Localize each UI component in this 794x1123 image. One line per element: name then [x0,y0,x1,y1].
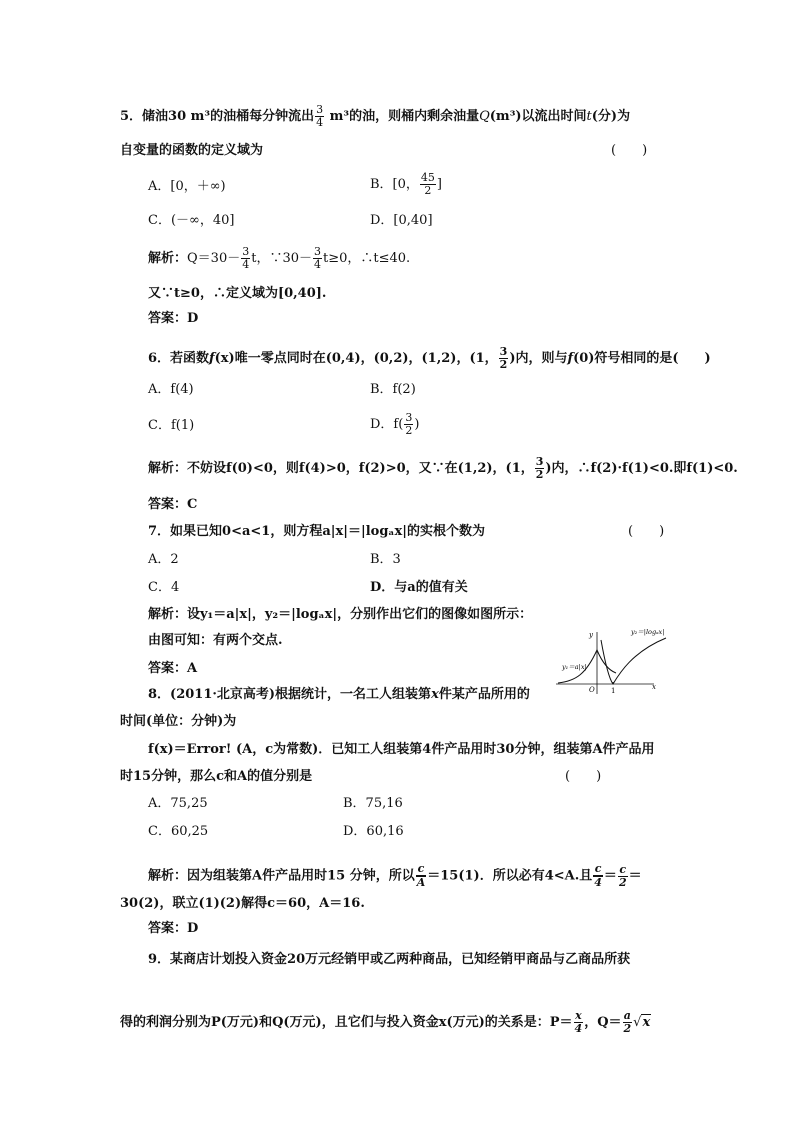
q5-solution-b: t，∵30－ [251,251,312,266]
q5-option-d: D．[0,40] [370,213,433,228]
q7-option-a: A．2 [148,552,179,567]
q9-stem-line2-b: ，Q＝ [584,1015,622,1030]
q6-stem-a: 6．若函数 [148,351,210,366]
q6-option-d-num: 3 [405,411,413,424]
q6-solution-fraction [535,456,545,481]
q9-frac2-den: 2 [623,1022,632,1035]
q5-stem-line1 [120,104,630,129]
q8-stem-x: x [431,687,439,702]
q5-option-b-den: 2 [424,184,432,197]
q8-solution-line2: 30(2)，联立(1)(2)解得c＝60，A＝16. [120,896,365,911]
q9-stem-line2-a: 得的利润分别为P(万元)和Q(万元)，且它们与投入资金x(万元)的关系是：P＝ [120,1015,573,1030]
q8-solution-frac3-num: c [619,862,627,876]
q8-solution-frac1 [416,863,427,889]
q8-option-a: A．75,25 [148,796,208,811]
q6-solution-num: 3 [535,455,544,468]
q5-option-b-post: ] [436,177,442,192]
q8-answer-paren: ( ) [565,769,602,784]
q8-solution-frac3 [618,864,628,889]
graph-label-origin: O [589,686,595,694]
q5-var-t: t [586,109,592,124]
q5-stem-text-b: m³的油，则桶内剩余油量 [325,109,480,124]
graph-label-y1: y₁＝a|x| [562,663,587,671]
q5-solution-frac1-num: 3 [242,245,250,258]
q8-solution-d: ＝ [628,868,642,884]
q8-stem-line3: f(x)＝Error! (A，c为常数)．已知工人组装第4件产品用时30分钟，组装第A件产品用 [148,742,655,757]
q9-stem-line2: 得的利润分别为P(万元)和Q(万元)，且它们与投入资金x(万元)的关系是：P＝ $\frac{x}{4}$ ，Q＝ $\frac{a}{2}$ √x [120,1009,651,1035]
q6-option-d-fraction [404,412,413,437]
q6-option-d-post: ) [414,417,420,432]
q6-stem-fraction [499,346,509,371]
q5-stem-text-d: (分)为 [591,109,631,124]
q5-answer: 答案：D [148,311,199,326]
q8-solution-frac2-num: c [594,862,602,875]
q9-frac2 [623,1010,633,1035]
q5-frac-den: 4 [316,116,324,129]
q8-stem-line1 [148,687,530,703]
graph-label-one: 1 [611,687,616,694]
q6-stem-c: (x)唯一零点同时在(0,4)，(0,2)，(1,2)，(1， [214,351,498,366]
q8-stem-b: 件某产品所用的 [438,687,530,702]
q7-option-d: D．与a的值有关 [370,580,468,595]
q6-answer: 答案：C [148,497,198,512]
q8-stem-a: 8．(2011·北京高考)根据统计，一名工人组装第 [148,687,432,702]
q6-option-b: B．f(2) [370,382,416,397]
q5-option-b-num: 45 [420,171,435,184]
q9-frac1-den: 4 [574,1022,583,1035]
q8-solution-c: ＝ [603,868,617,884]
q5-solution-a: Q＝30－ [187,251,241,266]
q5-option-a: A．[0，＋∞) [148,179,226,194]
q8-answer: 答案：D [148,921,199,936]
q5-stem-line2-text: 自变量的函数的定义域为 [120,143,264,158]
q5-stem-line2 [120,143,263,159]
q6-stem-frac-den: 2 [499,358,508,371]
q5-fraction [315,104,324,129]
q8-stem-line4: 时15分钟，那么c和A的值分别是 [120,769,313,784]
q8-solution-frac1-num: c [417,862,425,875]
q8-solution-frac2-den: 4 [594,876,602,889]
q7-stem: 7．如果已知0<a<1，则方程a|x|＝|logₐx|的实根个数为 [148,524,485,539]
q7-option-c: C．4 [148,580,180,595]
graph-label-y: y [589,631,593,639]
q8-option-d: D．60,16 [343,824,404,839]
q6-option-d-den: 2 [405,424,413,437]
q9-sqrt-x: x [642,1015,651,1030]
q5-var-q: Q [479,109,490,124]
q7-answer: 答案：A [148,661,198,676]
q8-option-c: C．60,25 [148,824,209,839]
q5-solution-frac2-den: 4 [314,258,321,271]
q5-option-b-pre: B．[0， [370,177,419,192]
q6-stem [148,346,711,371]
graph-y2-curve [601,638,666,684]
q6-stem-frac-num: 3 [499,345,508,358]
q8-solution-frac3-den: 2 [618,875,627,889]
q8-solution-a: 解析：因为组装第A件产品用时15 分钟，所以 [148,868,415,884]
q5-option-b-fraction [420,172,436,197]
q6-stem-f2: f [567,351,574,366]
q5-solution-frac1 [241,246,250,271]
q5-option-c: C．(－∞，40] [148,213,235,228]
q6-option-d-pre: D．f( [370,417,404,432]
q5-frac-num: 3 [316,103,324,116]
q8-solution-frac2 [593,863,603,889]
q8-solution-line1 [148,863,642,889]
q6-stem-d: )内，则与 [509,351,568,366]
q9-frac1-num: x [575,1009,582,1022]
q8-option-b: B．75,16 [343,796,403,811]
q7-answer-paren: ( ) [628,524,665,539]
q6-solution-a: 解析：不妨设f(0)<0，则f(4)>0，f(2)>0，又∵在(1,2)，(1， [148,461,534,476]
q7-option-b: B．3 [370,552,401,567]
q5-solution-line1 [148,246,410,271]
q5-stem-text-a: 5．储油30 m³的油桶每分钟流出 [120,109,315,124]
q9-frac1 [574,1010,584,1035]
q5-stem-text-c: (m³)以流出时间 [489,109,587,124]
q6-option-c: C．f(1) [148,418,195,433]
q5-solution-line2: 又∵t≥0，∴定义域为[0,40]. [148,286,327,301]
q5-solution-c: t≥0，∴t≤40. [323,251,411,266]
q9-frac2-num: a [623,1009,631,1022]
q6-solution-b: )内，∴f(2)·f(1)<0.即f(1)<0. [545,461,738,476]
graph-label-x: x [652,683,656,691]
q6-option-a: A．f(4) [148,382,194,397]
q8-stem-line2: 时间(单位：分钟)为 [120,714,237,729]
q6-solution-den: 2 [535,468,544,481]
q5-solution-frac2-num: 3 [314,245,321,258]
q5-solution-frac2 [313,246,322,271]
q9-stem-line1: 9．某商店计划投入资金20万元经销甲或乙两种商品，已知经销甲商品与乙商品所获 [148,952,631,967]
q8-solution-b: ＝15(1)．所以必有4<A.且 [427,868,593,884]
q5-option-b [370,172,442,197]
q8-solution-frac1-den: A [416,876,426,889]
q6-solution [148,456,738,481]
q7-function-graph [556,620,682,694]
q5-solution-frac1-den: 4 [242,258,250,271]
q6-stem-f-tail: (0)符号相同的是( ) [573,351,711,366]
graph-label-y2: y₂＝|logₐx| [631,628,665,636]
q7-solution-line2: 由图可知：有两个交点. [148,633,283,648]
q5-solution-label: 解析： [148,251,188,266]
q6-stem-f: f [209,351,215,366]
q5-answer-paren: ( ) [611,143,648,158]
q6-option-d [370,412,419,437]
q7-solution: 解析：设y₁＝a|x|，y₂＝|logₐx|，分别作出它们的图像如图所示： [148,607,533,622]
